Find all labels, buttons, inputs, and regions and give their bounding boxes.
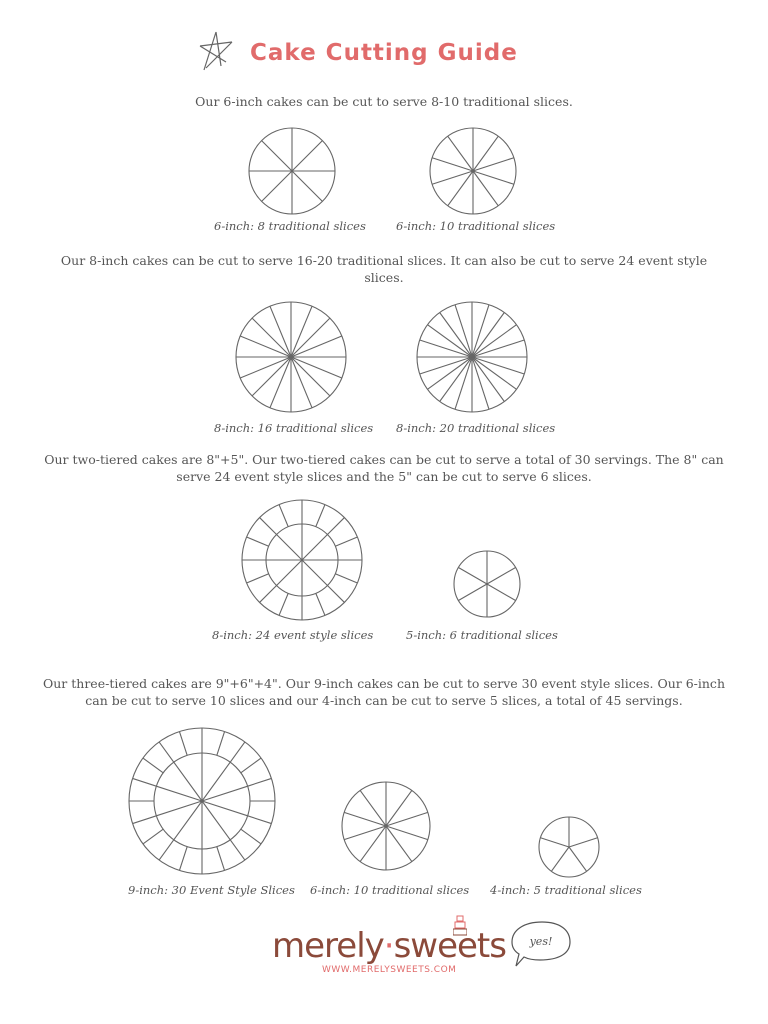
caption-6in-8: 6-inch: 8 traditional slices — [214, 219, 366, 233]
caption-8in-20: 8-inch: 20 traditional slices — [396, 421, 556, 435]
caption-9in-30-event: 9-inch: 30 Event Style Slices — [128, 883, 295, 897]
caption-6in-10-tier: 6-inch: 10 traditional slices — [310, 883, 470, 897]
slice-cut-line — [551, 847, 569, 871]
section-3-text: Our two-tiered cakes are 8"+5". Our two-tiered cakes can be cut to serve a total of 30 servings. The 8" can serve 24 event style slices and the 5" can be cut to serve 6 slices. — [44, 452, 724, 484]
section-1-text: Our 6-inch cakes can be cut to serve 8-10 traditional slices. — [195, 94, 573, 109]
brand-logo — [272, 926, 506, 966]
brand-dot: · — [383, 926, 394, 966]
section-4-text: Our three-tiered cakes are 9"+6"+4". Our 9-inch cakes can be cut to serve 30 event style slices. Our 6-inch can be cut to serve 10 slices and our 4-inch can be cut to serve 5 slices, a total of 45 servings. — [43, 676, 725, 708]
bubble-text: yes! — [529, 935, 553, 948]
website-url[interactable]: WWW.MERELYSWEETS.COM — [322, 965, 457, 975]
caption-4in-5: 4-inch: 5 traditional slices — [490, 883, 642, 897]
section-2-text: Our 8-inch cakes can be cut to serve 16-20 traditional slices. It can also be cut to serve 24 event style slices. — [60, 253, 708, 285]
brand-left: merely — [272, 926, 384, 966]
slice-cut-line — [569, 838, 598, 847]
slice-cut-line — [569, 847, 587, 871]
caption-8in-24-event: 8-inch: 24 event style slices — [212, 628, 374, 642]
brand-right: sweets — [393, 926, 506, 966]
page-title: Cake Cutting Guide — [250, 40, 518, 66]
tiered-cake-icon — [453, 914, 467, 936]
caption-5in-6: 5-inch: 6 traditional slices — [406, 628, 558, 642]
caption-8in-16: 8-inch: 16 traditional slices — [214, 421, 374, 435]
speech-bubble-icon — [510, 918, 574, 970]
slice-cut-line — [540, 838, 569, 847]
caption-6in-10: 6-inch: 10 traditional slices — [396, 219, 556, 233]
